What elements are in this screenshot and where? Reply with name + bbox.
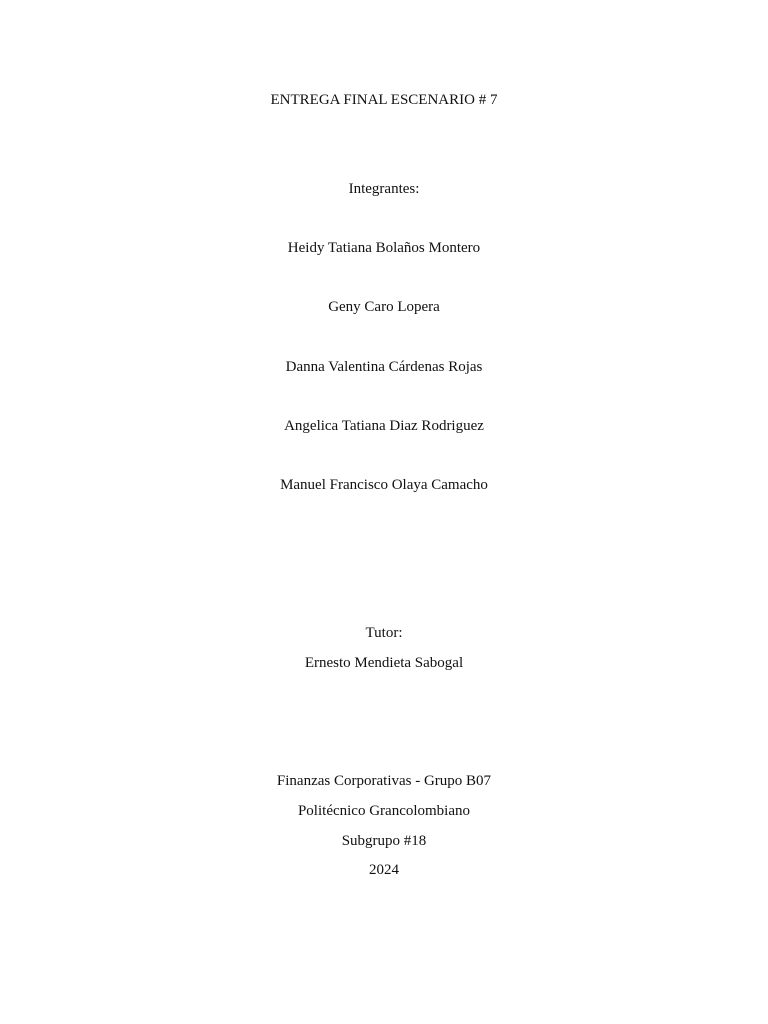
member-name: Manuel Francisco Olaya Camacho (280, 477, 488, 493)
year-label: 2024 (369, 862, 399, 878)
member-name: Geny Caro Lopera (328, 299, 440, 315)
tutor-label: Tutor: (365, 625, 403, 641)
institution-name: Politécnico Grancolombiano (297, 803, 471, 819)
subgroup-label: Subgrupo #18 (341, 833, 427, 849)
tutor-name: Ernesto Mendieta Sabogal (304, 655, 464, 671)
document-title: ENTREGA FINAL ESCENARIO # 7 (270, 92, 498, 108)
members-label: Integrantes: (348, 181, 420, 197)
member-name: Heidy Tatiana Bolaños Montero (287, 240, 481, 256)
course-name: Finanzas Corporativas - Grupo B07 (276, 773, 492, 789)
member-name: Angelica Tatiana Diaz Rodriguez (284, 418, 484, 434)
member-name: Danna Valentina Cárdenas Rojas (285, 359, 483, 375)
